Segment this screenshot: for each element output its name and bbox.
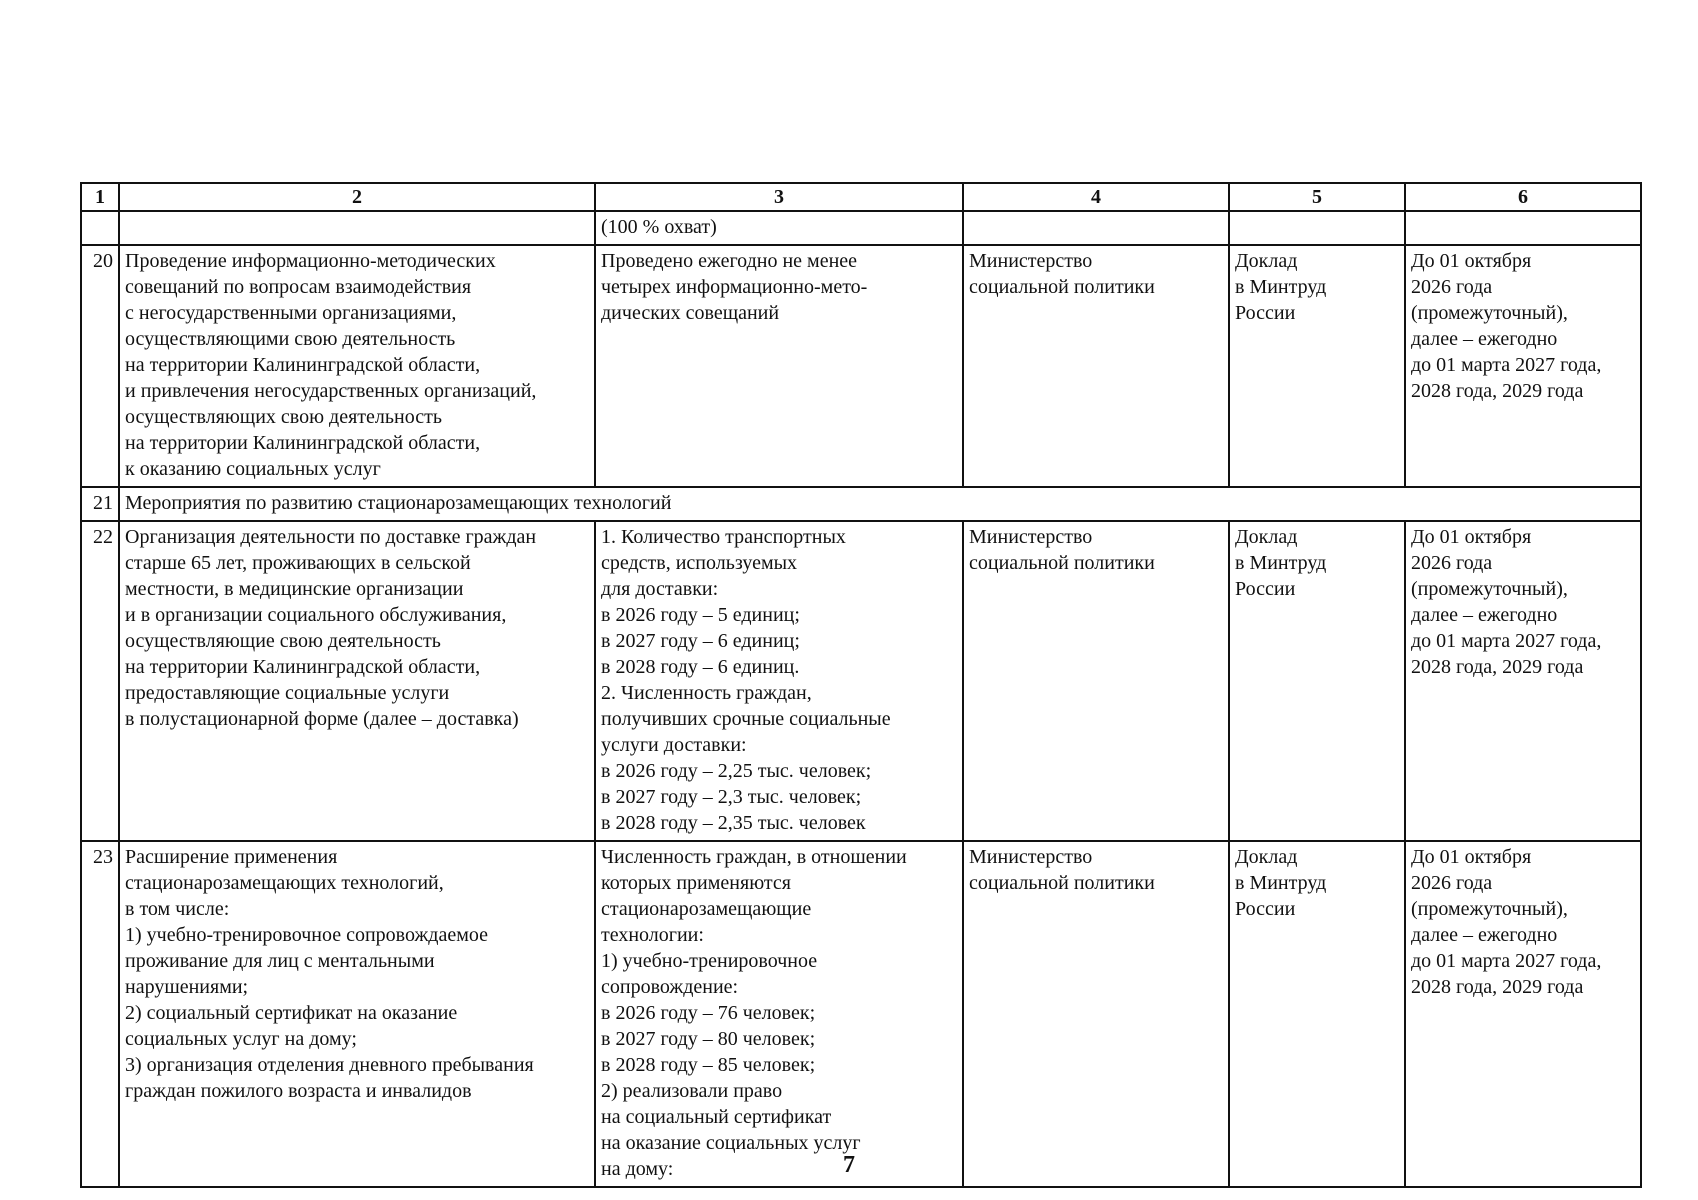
header-cell-5: 5 [1229,183,1405,211]
header-cell-2: 2 [119,183,595,211]
cont-cell-report [1229,211,1405,245]
table-row-section [81,487,1641,521]
report-cell: Доклад в Минтруд России [1229,521,1405,841]
report-cell: Доклад в Минтруд России [1229,841,1405,1187]
cont-cell-deadline [1405,211,1641,245]
deadline-cell: До 01 октября 2026 года (промежуточный), далее – ежегодно до 01 марта 2027 года, 2028 года, 2029 года [1405,245,1641,487]
deadline-cell: До 01 октября 2026 года (промежуточный), далее – ежегодно до 01 марта 2027 года, 2028 года, 2029 года [1405,521,1641,841]
table-row-continuation [81,211,1641,245]
responsible-cell: Министерство социальной политики [963,245,1229,487]
result-cell: Проведено ежегодно не менее четырех информационно-мето- дических совещаний [595,245,963,487]
responsible-cell: Министерство социальной политики [963,841,1229,1187]
page-number: 7 [843,1152,855,1178]
result-cell: 1. Количество транспортных средств, используемых для доставки: в 2026 году – 5 единиц; в 2027 году – 6 единиц; в 2028 году – 6 единиц. 2. Численность граждан, получивших срочные социальные услуги доставки: в 2026 году – 2,25 тыс. человек; в 2027 году – 2,3 тыс. человек; в 2028 году – 2,35 тыс. человек [595,521,963,841]
report-cell: Доклад в Минтруд России [1229,245,1405,487]
result-cell: Численность граждан, в отношении которых применяются стационарозамещающие технологии: 1) учебно-тренировочное сопровождение: в 2026 году – 76 человек; в 2027 году – 80 человек; в 2028 году – 85 человек; 2) реализовали право на социальный сертификат на оказание социальных услуг на дому: [595,841,963,1187]
row-number: 21 [81,487,119,521]
header-cell-6: 6 [1405,183,1641,211]
table-header-row [81,183,1641,211]
row-number: 22 [81,521,119,841]
header-cell-4: 4 [963,183,1229,211]
cont-cell-activity [119,211,595,245]
deadline-cell: До 01 октября 2026 года (промежуточный), далее – ежегодно до 01 марта 2027 года, 2028 года, 2029 года [1405,841,1641,1187]
cont-cell-result: (100 % охват) [595,211,963,245]
table-row [81,841,1641,1187]
header-cell-3: 3 [595,183,963,211]
cont-cell-responsible [963,211,1229,245]
section-title-cell: Мероприятия по развитию стационарозамещающих технологий [119,487,1641,521]
row-number: 20 [81,245,119,487]
plan-table [80,182,1642,1188]
table-row [81,245,1641,487]
row-number: 23 [81,841,119,1187]
table-row [81,521,1641,841]
header-cell-1: 1 [81,183,119,211]
activity-cell: Проведение информационно-методических совещаний по вопросам взаимодействия с негосударственными организациями, осуществляющими свою деятельность на территории Калининградской области, и привлечения негосударственных организаций, осуществляющих свою деятельность на территории Калининградской области, к оказанию социальных услуг [119,245,595,487]
cont-cell-number [81,211,119,245]
activity-cell: Расширение применения стационарозамещающих технологий, в том числе: 1) учебно-тренировочное сопровождаемое проживание для лиц с ментальными нарушениями; 2) социальный сертификат на оказание социальных услуг на дому; 3) организация отделения дневного пребывания граждан пожилого возраста и инвалидов [119,841,595,1187]
responsible-cell: Министерство социальной политики [963,521,1229,841]
activity-cell: Организация деятельности по доставке граждан старше 65 лет, проживающих в сельской местности, в медицинские организации и в организации социального обслуживания, осуществляющие свою деятельность на территории Калининградской области, предоставляющие социальные услуги в полустационарной форме (далее – доставка) [119,521,595,841]
